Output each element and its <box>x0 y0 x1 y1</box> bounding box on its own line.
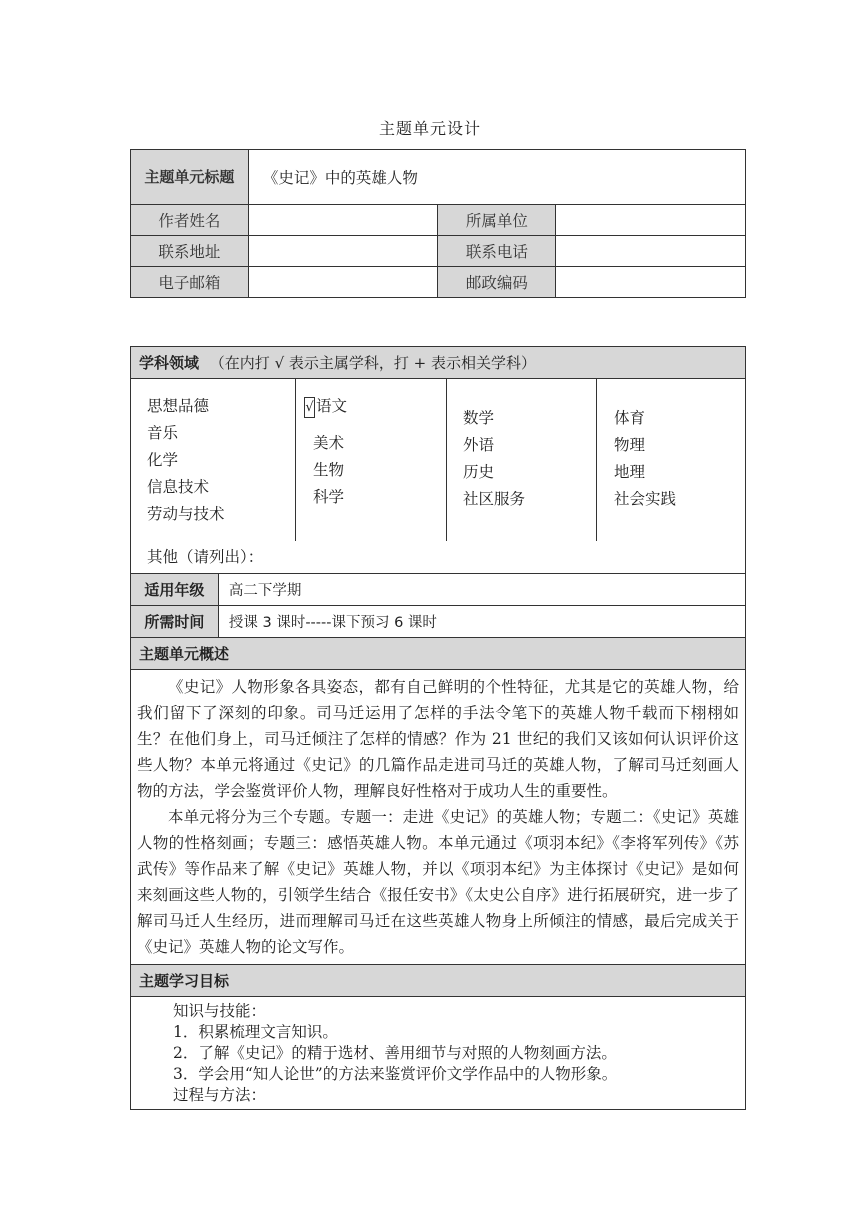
subject-item-col1-0[interactable]: 思想品德 <box>147 397 210 415</box>
subject-area-label: 学科领域 <box>139 354 200 372</box>
goals-label: 主题学习目标 <box>131 965 746 997</box>
goal-line: 2．了解《史记》的精于选材、善用细节与对照的人物刻画方法。 <box>173 1044 617 1062</box>
goal-line: 1．积累梳理文言知识。 <box>173 1023 338 1041</box>
subject-item-col3-0[interactable]: 数学 <box>463 409 495 427</box>
overview-paragraph-2: 本单元将分为三个专题。专题一：走进《史记》的英雄人物；专题二：《史记》英雄人物的性格刻画；专题三：感悟英雄人物。本单元通过《项羽本纪》《李将军列传》《苏武传》等作品来了解《史记》英雄人物，并以《项羽本纪》为主体探讨《史记》是如何来刻画这些人物的，引领学生结合《报任安书》《太史公自序》进行拓展研究，进一步了解司马迁人生经历，进而理解司马迁在这些英雄人物身上所倾注的情感，最后完成关于《史记》英雄人物的论文写作。 <box>137 808 739 956</box>
goals-body <box>131 997 746 1110</box>
subject-chinese[interactable]: 语文 <box>316 397 348 415</box>
time-label: 所需时间 <box>131 606 219 638</box>
subject-grid <box>131 379 746 574</box>
author-field[interactable] <box>248 205 438 236</box>
goal-line: 过程与方法： <box>173 1086 267 1104</box>
subject-item-col2-1[interactable]: 生物 <box>313 461 345 479</box>
overview-body <box>131 670 746 965</box>
topic-value: 《史记》中的英雄人物 <box>248 150 745 205</box>
info-table <box>130 149 746 298</box>
goal-line: 3．学会用“知人论世”的方法来鉴赏评价文学作品中的人物形象。 <box>173 1065 618 1083</box>
subject-item-col3-1[interactable]: 外语 <box>463 436 495 454</box>
overview-paragraph-1: 《史记》人物形象各具姿态，都有自己鲜明的个性特征，尤其是它的英雄人物，给我们留下了深刻的印象。司马迁运用了怎样的手法令笔下的英雄人物千载而下栩栩如生？在他们身上，司马迁倾注了怎样的情感？作为 21 世纪的我们又该如何认识评价这些人物？本单元将通过《史记》的几篇作品走进司马迁的英雄人物，了解司马迁刻画人物的方法，学会鉴赏评价人物，理解良好性格对于成功人生的重要性。 <box>137 678 739 800</box>
author-label: 作者姓名 <box>131 205 249 236</box>
subject-area-note: （在内打 √ 表示主属学科，打 + 表示相关学科） <box>209 354 536 372</box>
org-field[interactable] <box>556 205 746 236</box>
zip-field[interactable] <box>556 267 746 298</box>
zip-label: 邮政编码 <box>438 267 556 298</box>
address-field[interactable] <box>248 236 438 267</box>
subject-item-col4-3[interactable]: 社会实践 <box>614 490 677 508</box>
subject-item-col1-3[interactable]: 信息技术 <box>147 478 210 496</box>
overview-label: 主题单元概述 <box>131 638 746 670</box>
grade-label: 适用年级 <box>131 574 219 606</box>
topic-label: 主题单元标题 <box>131 150 249 205</box>
subject-item-col2-2[interactable]: 科学 <box>313 488 345 506</box>
subject-column-4 <box>597 379 747 541</box>
phone-field[interactable] <box>556 236 746 267</box>
subject-item-col4-0[interactable]: 体育 <box>614 409 646 427</box>
subject-column-3 <box>447 379 597 541</box>
subject-item-col3-3[interactable]: 社区服务 <box>463 490 526 508</box>
phone-label: 联系电话 <box>438 236 556 267</box>
email-label: 电子邮箱 <box>131 267 249 298</box>
subject-item-col4-1[interactable]: 物理 <box>614 436 646 454</box>
org-label: 所属单位 <box>438 205 556 236</box>
goal-line: 知识与技能： <box>173 1002 267 1020</box>
subject-area-header <box>131 347 746 379</box>
subject-column-2 <box>296 379 447 541</box>
page-title: 主题单元设计 <box>378 119 481 138</box>
grade-value: 高二下学期 <box>218 574 745 606</box>
design-table <box>130 346 746 1110</box>
subject-item-col1-4[interactable]: 劳动与技术 <box>147 505 225 523</box>
time-value: 授课 3 课时-----课下预习 6 课时 <box>218 606 745 638</box>
subject-item-col1-2[interactable]: 化学 <box>147 451 179 469</box>
subject-item-col1-1[interactable]: 音乐 <box>147 424 179 442</box>
subject-item-col2-0[interactable]: 美术 <box>313 434 345 452</box>
address-label: 联系地址 <box>131 236 249 267</box>
email-field[interactable] <box>248 267 438 298</box>
subject-item-col4-2[interactable]: 地理 <box>614 463 646 481</box>
subject-column-1 <box>131 379 296 541</box>
subject-other: 其他（请列出）： <box>147 548 264 566</box>
subject-item-col3-2[interactable]: 历史 <box>463 463 495 481</box>
check-mark[interactable]: √ <box>304 397 315 418</box>
